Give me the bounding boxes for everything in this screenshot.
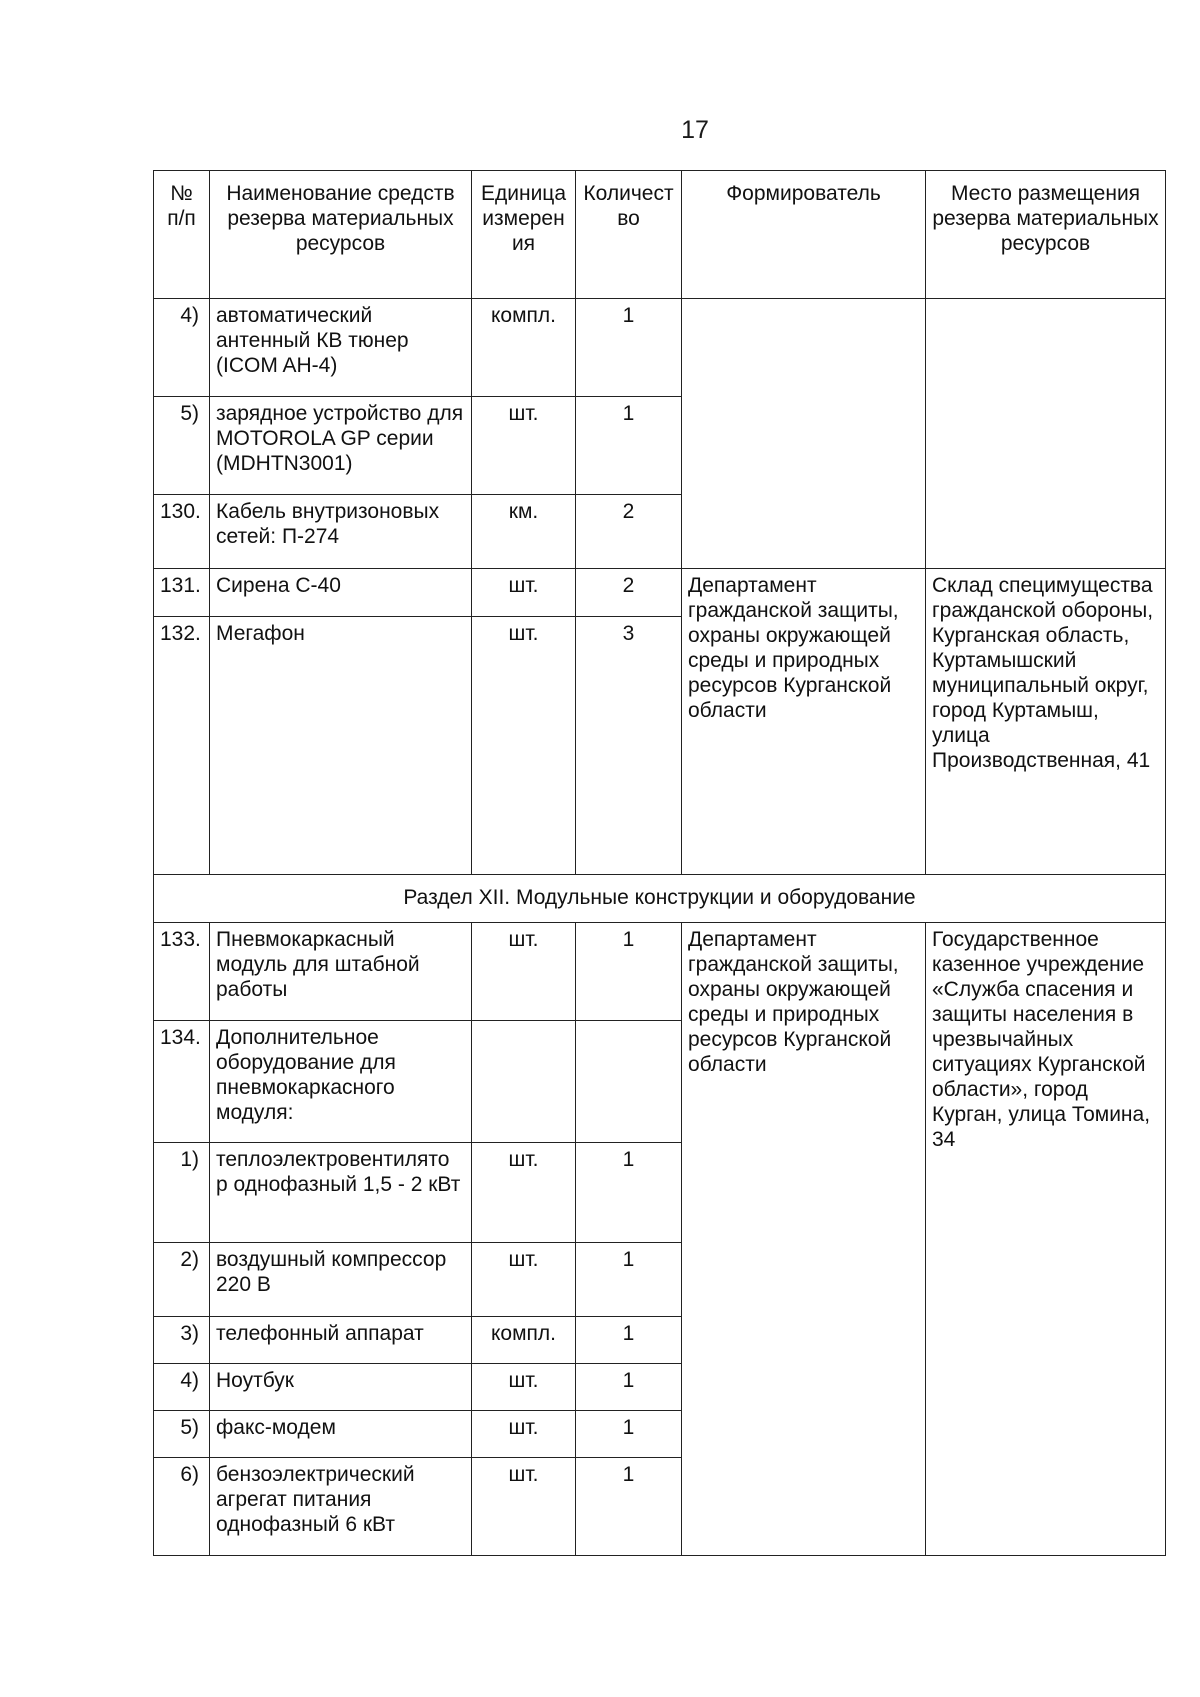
- section-row: [154, 875, 1166, 923]
- header-row: [154, 171, 1166, 299]
- row-name: Мегафон: [210, 617, 472, 875]
- row-unit: км.: [472, 495, 576, 569]
- table-row: [154, 569, 1166, 617]
- row-unit: шт.: [472, 1364, 576, 1411]
- row-num: 5): [154, 1411, 210, 1458]
- reserve-table: [153, 170, 1166, 1556]
- row-name: телефонный аппарат: [210, 1317, 472, 1364]
- location-empty-cell: [926, 299, 1166, 569]
- row-unit: компл.: [472, 1317, 576, 1364]
- former-cell: Департамент гражданской защиты, охраны окружающей среды и природных ресурсов Курганской области: [682, 923, 926, 1556]
- row-num: 1): [154, 1143, 210, 1243]
- row-num: 5): [154, 397, 210, 495]
- row-num: 6): [154, 1458, 210, 1556]
- former-empty-cell: [682, 299, 926, 569]
- row-num: 133.: [154, 923, 210, 1021]
- row-num: 2): [154, 1243, 210, 1317]
- row-name: теплоэлектровентилято р однофазный 1,5 - 2 кВт: [210, 1143, 472, 1243]
- table-row: [154, 923, 1166, 1021]
- row-qty: 1: [576, 923, 682, 1021]
- header-former: Формирователь: [682, 171, 926, 299]
- row-unit: шт.: [472, 1458, 576, 1556]
- section-title: Раздел XII. Модульные конструкции и оборудование: [154, 875, 1166, 923]
- row-unit: шт.: [472, 923, 576, 1021]
- header-qty: Количест во: [576, 171, 682, 299]
- row-unit: шт.: [472, 1411, 576, 1458]
- row-num: 4): [154, 299, 210, 397]
- row-qty: 1: [576, 1317, 682, 1364]
- table-row: [154, 299, 1166, 397]
- row-num: 130.: [154, 495, 210, 569]
- row-qty: 2: [576, 495, 682, 569]
- row-name: автоматический антенный КВ тюнер (ICOM AH-4): [210, 299, 472, 397]
- page-number: 17: [681, 116, 709, 144]
- row-name: бензоэлектрический агрегат питания однофазный 6 кВт: [210, 1458, 472, 1556]
- row-unit: [472, 1021, 576, 1143]
- row-qty: 1: [576, 1143, 682, 1243]
- header-name: Наименование средств резерва материальных ресурсов: [210, 171, 472, 299]
- row-num: 3): [154, 1317, 210, 1364]
- row-name: Ноутбук: [210, 1364, 472, 1411]
- row-num: 131.: [154, 569, 210, 617]
- row-name: зарядное устройство для MOTOROLA GP серии (MDHTN3001): [210, 397, 472, 495]
- row-qty: 1: [576, 1411, 682, 1458]
- header-num: № п/п: [154, 171, 210, 299]
- row-unit: шт.: [472, 617, 576, 875]
- row-num: 132.: [154, 617, 210, 875]
- row-qty: 1: [576, 1364, 682, 1411]
- row-qty: 1: [576, 1243, 682, 1317]
- row-name: Кабель внутризоновых сетей: П-274: [210, 495, 472, 569]
- header-location: Место размещения резерва материальных ресурсов: [926, 171, 1166, 299]
- row-num: 134.: [154, 1021, 210, 1143]
- row-unit: компл.: [472, 299, 576, 397]
- row-qty: 1: [576, 397, 682, 495]
- location-cell: Склад специмущества гражданской обороны, Курганская область, Куртамышский муниципальный округ, город Куртамыш, улица Производственная, 41: [926, 569, 1166, 875]
- former-cell: Департамент гражданской защиты, охраны окружающей среды и природных ресурсов Курганской области: [682, 569, 926, 875]
- row-name: Сирена С-40: [210, 569, 472, 617]
- row-name: Пневмокаркасный модуль для штабной работы: [210, 923, 472, 1021]
- row-unit: шт.: [472, 569, 576, 617]
- row-unit: шт.: [472, 1143, 576, 1243]
- row-num: 4): [154, 1364, 210, 1411]
- row-unit: шт.: [472, 1243, 576, 1317]
- row-unit: шт.: [472, 397, 576, 495]
- row-qty: 3: [576, 617, 682, 875]
- row-name: воздушный компрессор 220 В: [210, 1243, 472, 1317]
- row-qty: 2: [576, 569, 682, 617]
- row-qty: 1: [576, 299, 682, 397]
- row-qty: 1: [576, 1458, 682, 1556]
- row-qty: [576, 1021, 682, 1143]
- location-cell: Государственное казенное учреждение «Служба спасения и защиты населения в чрезвычайных ситуациях Курганской области», город Курган, улица Томина, 34: [926, 923, 1166, 1556]
- header-unit: Единица измерен ия: [472, 171, 576, 299]
- row-name: факс-модем: [210, 1411, 472, 1458]
- row-name: Дополнительное оборудование для пневмокаркасного модуля:: [210, 1021, 472, 1143]
